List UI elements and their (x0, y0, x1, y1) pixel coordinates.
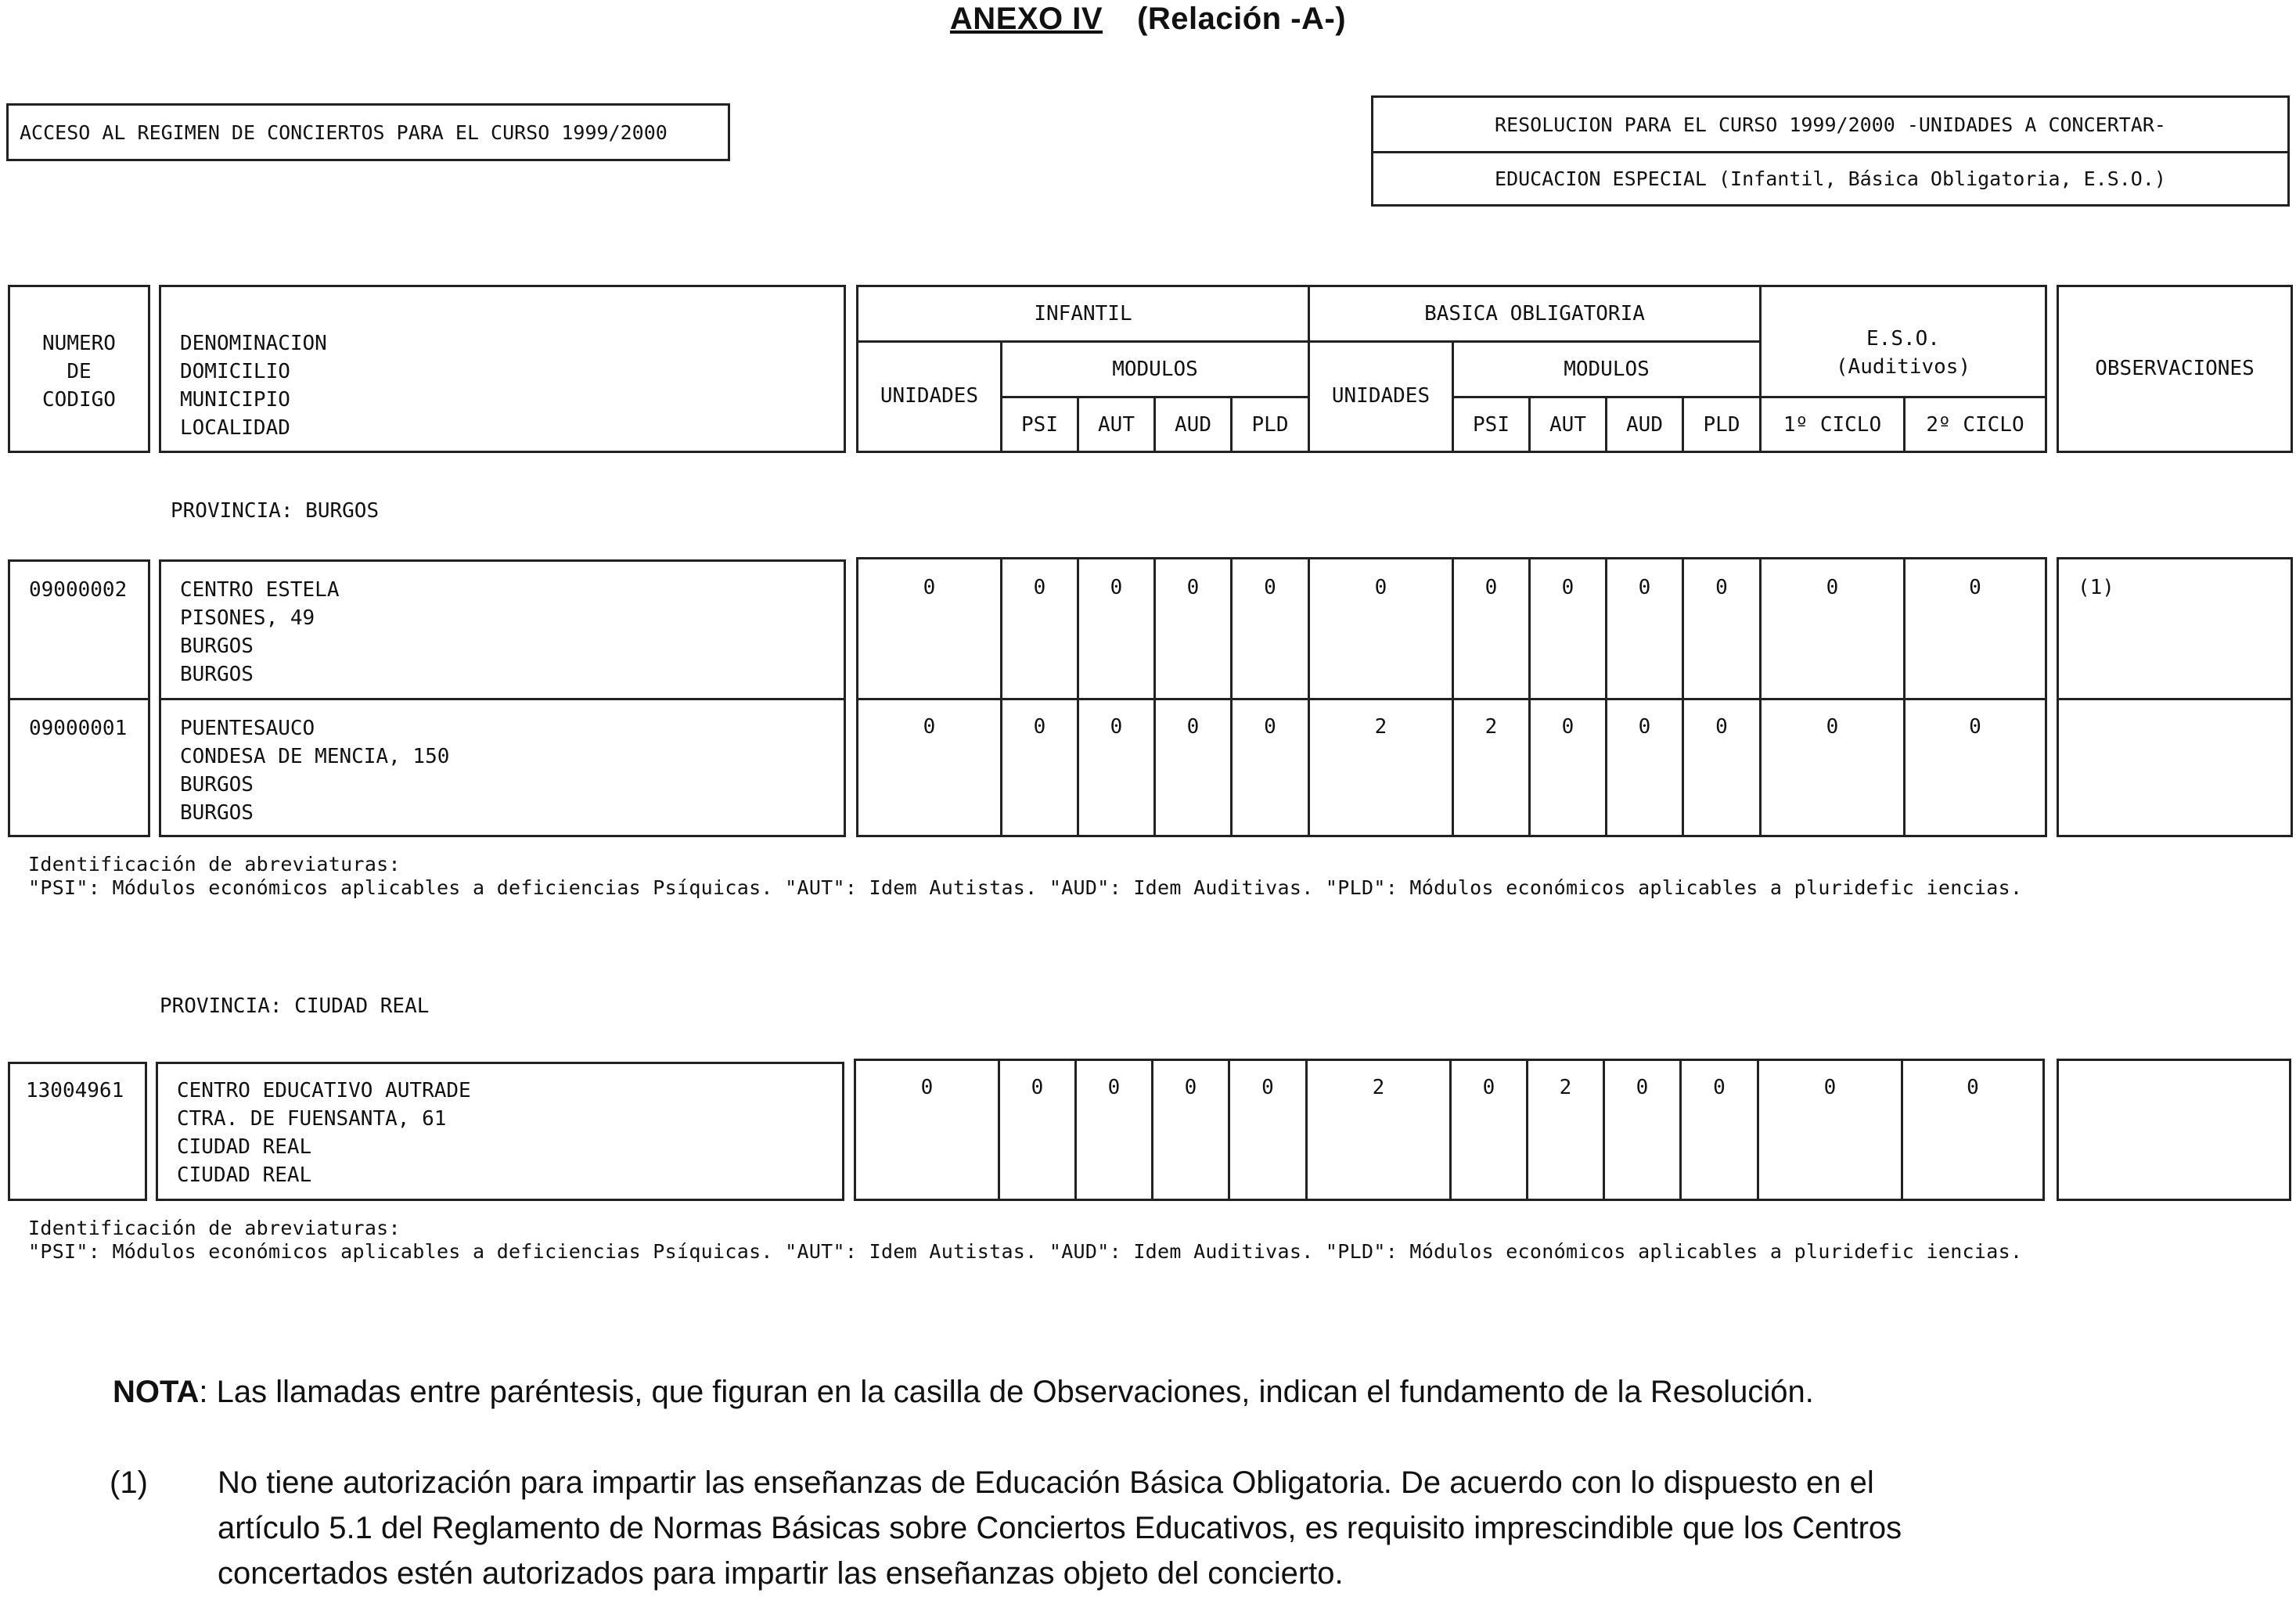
header-eso-ciclo1 (1759, 396, 1906, 453)
value-cell (1228, 1059, 1308, 1201)
header-ciclo-label: 2º CICLO (1926, 413, 2024, 437)
value: 0 (1264, 576, 1276, 599)
header-mod-label: PSI (1021, 413, 1058, 437)
header-observaciones (2057, 285, 2293, 453)
value: 0 (1186, 576, 1200, 599)
value-cell (856, 557, 1002, 700)
header-code-line: CODIGO (42, 388, 116, 412)
header-code-line: DE (67, 360, 92, 383)
value: 0 (1561, 576, 1574, 599)
header-mod-label: AUT (1549, 413, 1586, 437)
row-denom-line: CENTRO ESTELA (180, 578, 340, 602)
row-denom-line: PISONES, 49 (180, 606, 315, 630)
nota-line: artículo 5.1 del Reglamento de Normas Básicas sobre Conciertos Educativos, es requisito imprescindible que los Centros (218, 1511, 1902, 1545)
header-denom-line: DENOMINACION (180, 332, 327, 355)
value-cell (856, 698, 1002, 837)
header-mod-label: AUT (1098, 413, 1135, 437)
value-cell (1153, 698, 1233, 837)
value: 0 (1033, 715, 1046, 739)
header-unidades-label: UNIDADES (1331, 384, 1431, 408)
row-code-cell (8, 559, 150, 700)
value-cell (1605, 698, 1684, 837)
obs-value: (1) (2078, 576, 2114, 599)
value-cell (1452, 557, 1531, 700)
value: 0 (923, 715, 936, 739)
value: 0 (923, 576, 936, 599)
header-denom-line: MUNICIPIO (180, 388, 290, 412)
row-code-cell (8, 1062, 147, 1201)
nota-text: : Las llamadas entre paréntesis, que figuran en la casilla de Observaciones, indican el fundamento de la Resolución. (199, 1375, 1814, 1409)
value-cell (1452, 698, 1531, 837)
value: 0 (1374, 576, 1387, 599)
row-denom-line: BURGOS (180, 635, 254, 658)
row-denom-line: CENTRO EDUCATIVO AUTRADE (177, 1079, 471, 1102)
annex-title: ANEXO IV (949, 2, 1103, 36)
abbreviations-footnote (28, 1217, 2022, 1264)
value-cell (1000, 557, 1079, 700)
value: 0 (1715, 576, 1728, 599)
value-cell (1230, 557, 1310, 700)
value-cell (1151, 1059, 1230, 1201)
header-infantil-aud (1153, 396, 1233, 453)
value: 0 (1715, 715, 1728, 739)
footnote-text: "PSI": Módulos económicos aplicables a deficiencias Psíquicas. "AUT": Idem Autistas. "AUD": Idem Auditivas. "PLD": Módulos económicos aplicables a pluridefic iencias. (28, 876, 2023, 899)
value: 0 (920, 1076, 934, 1099)
header-infantil (856, 285, 1310, 343)
resolution-line-1: RESOLUCION PARA EL CURSO 1999/2000 -UNIDADES A CONCERTAR- (1495, 113, 2166, 136)
header-infantil-unidades (856, 340, 1002, 453)
nota-paragraph (113, 1369, 1814, 1415)
header-mod-label: AUD (1175, 413, 1211, 437)
row-denom-line: CIUDAD REAL (177, 1135, 312, 1159)
provincia-label: PROVINCIA: BURGOS (171, 499, 380, 523)
header-basica-psi (1452, 396, 1531, 453)
value: 0 (1636, 1076, 1649, 1099)
value: 0 (1107, 1076, 1121, 1099)
nota-ref: (1) (110, 1465, 148, 1500)
value-cell (1682, 557, 1762, 700)
footnote-heading: Identificación de abreviaturas: (28, 1217, 401, 1239)
value-cell (1074, 1059, 1153, 1201)
value-cell (1000, 698, 1079, 837)
relation-title: (Relación -A-) (1137, 2, 1347, 36)
row-denom-line: BURGOS (180, 663, 254, 686)
value: 0 (1110, 715, 1123, 739)
header-mod-label: PLD (1251, 413, 1289, 437)
row-denom-line: CONDESA DE MENCIA, 150 (180, 745, 450, 768)
page-title (0, 2, 2296, 37)
value-cell (1308, 698, 1454, 837)
header-eso (1759, 285, 2047, 398)
header-basica-unidades (1308, 340, 1454, 453)
value-cell (854, 1059, 1000, 1201)
obs-cell (2057, 557, 2293, 700)
value: 0 (1713, 1076, 1726, 1099)
value: 0 (1033, 576, 1046, 599)
value-cell (1605, 557, 1684, 700)
value: 0 (1031, 1076, 1044, 1099)
access-regime-box (6, 103, 730, 161)
header-infantil-psi (1000, 396, 1079, 453)
nota-line: concertados estén autorizados para impartir las enseñanzas objeto del concierto. (218, 1556, 1344, 1591)
value: 0 (1110, 576, 1123, 599)
row-denom-line: PUENTESAUCO (180, 717, 315, 740)
header-modulos-label: MODULOS (1564, 358, 1650, 381)
row-denom-line: BURGOS (180, 773, 254, 797)
value-cell (1153, 557, 1233, 700)
value-cell (1603, 1059, 1682, 1201)
header-eso-ciclo2 (1903, 396, 2047, 453)
nota-line: No tiene autorización para impartir las enseñanzas de Educación Básica Obligatoria. De acuerdo con lo dispuesto en el (218, 1465, 1874, 1500)
provincia-label: PROVINCIA: CIUDAD REAL (160, 994, 430, 1018)
value-cell (1903, 698, 2047, 837)
value: 0 (1826, 715, 1839, 739)
row-denom-cell (159, 698, 846, 837)
header-basica-aut (1528, 396, 1607, 453)
value-cell (1308, 557, 1454, 700)
value: 0 (1186, 715, 1200, 739)
header-infantil-pld (1230, 396, 1310, 453)
nota-body (218, 1460, 1902, 1596)
header-infantil-aut (1077, 396, 1156, 453)
value: 2 (1484, 715, 1498, 739)
value-cell (1679, 1059, 1759, 1201)
value: 0 (1561, 715, 1574, 739)
header-infantil-label: INFANTIL (1034, 302, 1132, 325)
value-cell (1903, 557, 2047, 700)
header-basica-label: BASICA OBLIGATORIA (1424, 302, 1645, 325)
value-cell (1528, 557, 1607, 700)
header-code-line: NUMERO (42, 332, 116, 355)
value: 2 (1372, 1076, 1385, 1099)
header-denom-cell (159, 285, 846, 453)
value-cell (1682, 698, 1762, 837)
value-cell (1449, 1059, 1528, 1201)
value: 0 (1264, 715, 1276, 739)
header-mod-label: PSI (1473, 413, 1510, 437)
value: 0 (1638, 576, 1651, 599)
header-denom-line: LOCALIDAD (180, 416, 290, 440)
value-cell (1528, 698, 1607, 837)
row-denom-line: CTRA. DE FUENSANTA, 61 (177, 1107, 447, 1131)
row-code: 13004961 (26, 1079, 124, 1102)
header-ciclo-label: 1º CICLO (1783, 413, 1882, 437)
value-cell (1759, 698, 1906, 837)
header-mod-label: PLD (1703, 413, 1740, 437)
row-denom-cell (156, 1062, 844, 1201)
header-eso-line: E.S.O. (1866, 327, 1940, 351)
obs-cell (2057, 1059, 2291, 1201)
header-unidades-label: UNIDADES (880, 384, 979, 408)
header-modulos-label: MODULOS (1112, 358, 1198, 381)
row-code: 09000001 (29, 717, 128, 740)
access-regime-label: ACCESO AL REGIMEN DE CONCIERTOS PARA EL CURSO 1999/2000 (20, 120, 668, 144)
footnote-text: "PSI": Módulos económicos aplicables a deficiencias Psíquicas. "AUT": Idem Autistas. "AUD": Idem Auditivas. "PLD": Módulos económicos aplicables a pluridefic iencias. (28, 1240, 2023, 1263)
nota-label: NOTA (113, 1375, 200, 1409)
value: 0 (1184, 1076, 1197, 1099)
row-denom-cell (159, 559, 846, 700)
value-cell (1526, 1059, 1605, 1201)
value-cell (1230, 698, 1310, 837)
header-denom-line: DOMICILIO (180, 360, 290, 383)
value: 0 (1482, 1076, 1495, 1099)
value-cell (1305, 1059, 1452, 1201)
header-mod-label: AUD (1626, 413, 1663, 437)
value: 0 (1826, 576, 1839, 599)
value-cell (1077, 557, 1156, 700)
value: 0 (1969, 576, 1981, 599)
value-cell (1901, 1059, 2045, 1201)
header-basica (1308, 285, 1762, 343)
value: 0 (1638, 715, 1651, 739)
value: 0 (1967, 1076, 1979, 1099)
header-basica-aud (1605, 396, 1684, 453)
value-cell (1757, 1059, 1903, 1201)
value: 0 (1969, 715, 1981, 739)
row-code: 09000002 (29, 578, 128, 602)
abbreviations-footnote (28, 853, 2022, 900)
value-cell (998, 1059, 1077, 1201)
row-denom-line: CIUDAD REAL (177, 1163, 312, 1187)
row-code-cell (8, 698, 150, 837)
header-basica-pld (1682, 396, 1762, 453)
value: 0 (1261, 1076, 1274, 1099)
obs-cell (2057, 698, 2293, 837)
value-cell (1759, 557, 1906, 700)
header-code-cell (8, 285, 150, 453)
header-observaciones-label: OBSERVACIONES (2095, 357, 2255, 380)
resolution-box (1371, 95, 2290, 207)
value: 2 (1559, 1076, 1572, 1099)
row-denom-line: BURGOS (180, 801, 254, 825)
resolution-line-2: EDUCACION ESPECIAL (Infantil, Básica Obligatoria, E.S.O.) (1373, 151, 2287, 204)
footnote-heading: Identificación de abreviaturas: (28, 853, 401, 876)
header-eso-line: (Auditivos) (1835, 355, 1971, 379)
value: 0 (1823, 1076, 1837, 1099)
header-basica-modulos (1452, 340, 1762, 398)
header-infantil-modulos (1000, 340, 1310, 398)
value: 2 (1374, 715, 1387, 739)
value-cell (1077, 698, 1156, 837)
value: 0 (1484, 576, 1498, 599)
